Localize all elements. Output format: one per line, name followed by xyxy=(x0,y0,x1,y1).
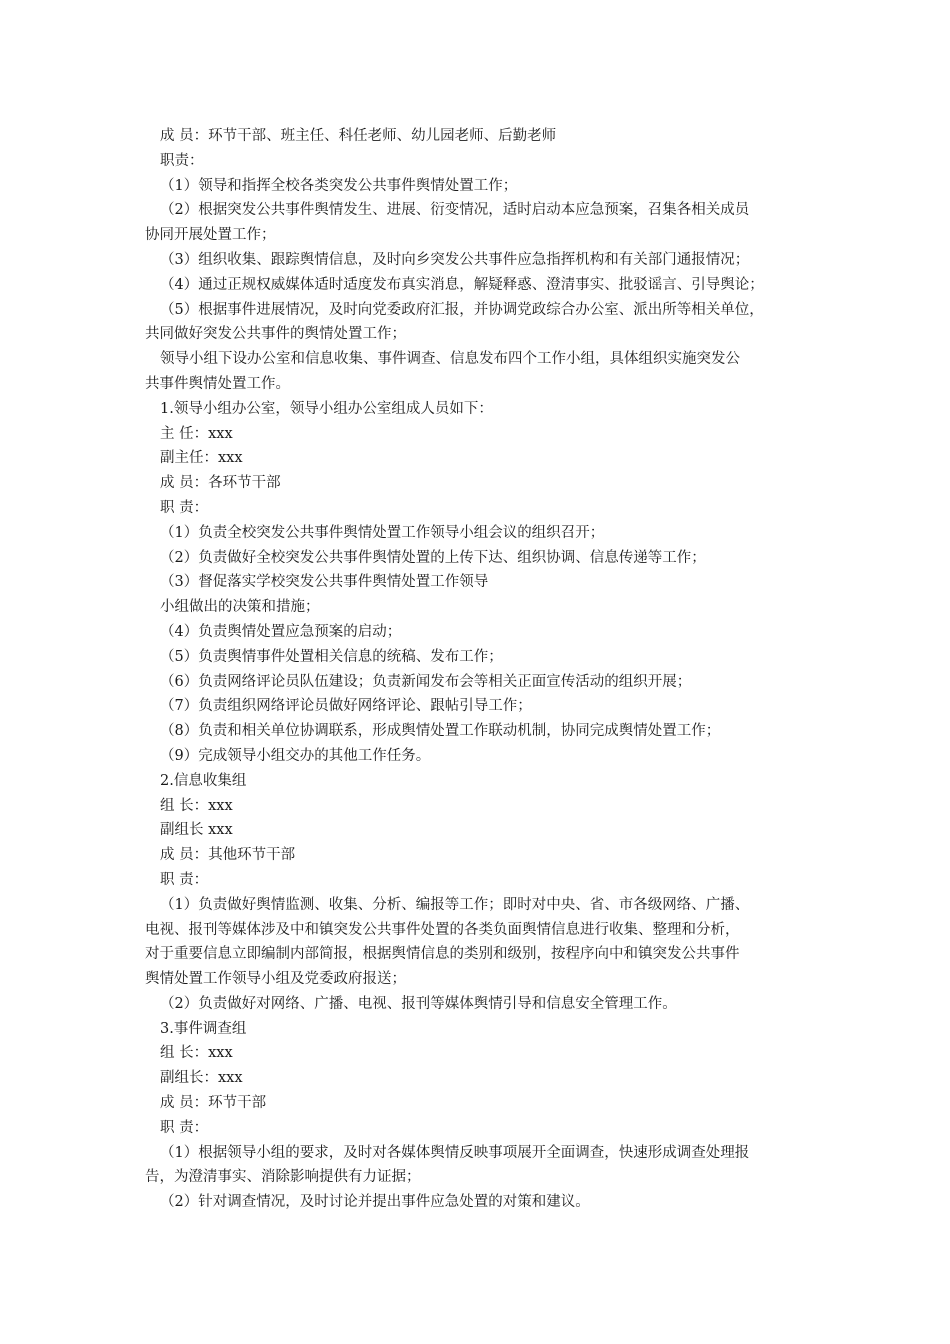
text-line: 2.信息收集组 xyxy=(160,772,247,789)
text-line: （6）负责网络评论员队伍建设；负责新闻发布会等相关正面宣传活动的组织开展； xyxy=(160,673,692,690)
text-line: （1）领导和指挥全校各类突发公共事件舆情处置工作； xyxy=(160,177,518,194)
text-line: 3.事件调查组 xyxy=(160,1020,247,1037)
text-line: 组 长：xxx xyxy=(160,1045,233,1062)
text-line: （3）督促落实学校突发公共事件舆情处置工作领导 xyxy=(160,574,489,591)
text-line: 舆情处置工作领导小组及党委政府报送； xyxy=(145,971,406,988)
text-line: （2）负责做好全校突发公共事件舆情处置的上传下达、组织协调、信息传递等工作； xyxy=(160,549,706,566)
text-line: （1）负责做好舆情监测、收集、分析、编报等工作；即时对中央、省、市各级网络、广播、 xyxy=(160,896,750,913)
text-line: 1.领导小组办公室，领导小组办公室组成人员如下： xyxy=(160,400,493,417)
text-line: 告，为澄清事实、消除影响提供有力证据； xyxy=(145,1169,421,1186)
text-line: （1）根据领导小组的要求，及时对各媒体舆情反映事项展开全面调查，快速形成调查处理报 xyxy=(160,1144,750,1161)
text-line: 共同做好突发公共事件的舆情处置工作； xyxy=(145,326,406,343)
text-line: 职 责： xyxy=(160,1119,209,1136)
text-line: （2）针对调查情况，及时讨论并提出事件应急处置的对策和建议。 xyxy=(160,1194,590,1211)
text-line: （5）负责舆情事件处置相关信息的统稿、发布工作； xyxy=(160,648,503,665)
text-line: 成 员：环节干部 xyxy=(160,1095,267,1112)
text-line: 主 任：xxx xyxy=(160,425,233,442)
text-line: （8）负责和相关单位协调联系，形成舆情处置工作联动机制，协同完成舆情处置工作； xyxy=(160,723,721,740)
text-line: 对于重要信息立即编制内部简报，根据舆情信息的类别和级别，按程序向中和镇突发公共事件 xyxy=(145,946,740,963)
text-line: （4）通过正规权威媒体适时适度发布真实消息，解疑释惑、澄清事实、批驳谣言、引导舆论； xyxy=(160,276,764,293)
text-line: 协同开展处置工作； xyxy=(145,227,276,244)
text-line: （5）根据事件进展情况，及时向党委政府汇报，并协调党政综合办公室、派出所等相关单位， xyxy=(160,301,764,318)
text-line: 职 责： xyxy=(160,499,209,516)
text-line: 职 责： xyxy=(160,871,209,888)
text-line: 小组做出的决策和措施； xyxy=(160,599,320,616)
text-line: 组 长：xxx xyxy=(160,797,233,814)
text-line: 成 员：各环节干部 xyxy=(160,475,281,492)
text-line: （3）组织收集、跟踪舆情信息，及时向乡突发公共事件应急指挥机构和有关部门通报情况； xyxy=(160,251,750,268)
text-line: 职责： xyxy=(160,152,204,169)
text-line: 副组长：xxx xyxy=(160,1070,243,1087)
text-line: 副主任：xxx xyxy=(160,450,243,467)
text-line: （4）负责舆情处置应急预案的启动； xyxy=(160,623,402,640)
text-line: （7）负责组织网络评论员做好网络评论、跟帖引导工作； xyxy=(160,698,532,715)
text-line: （2）根据突发公共事件舆情发生、进展、衍变情况，适时启动本应急预案，召集各相关成员 xyxy=(160,202,750,219)
text-line: （9）完成领导小组交办的其他工作任务。 xyxy=(160,747,431,764)
text-line: 共事件舆情处置工作。 xyxy=(145,375,290,392)
text-line: 电视、报刊等媒体涉及中和镇突发公共事件处置的各类负面舆情信息进行收集、整理和分析， xyxy=(145,921,740,938)
text-line: 副组长 xxx xyxy=(160,822,233,839)
document-body xyxy=(145,124,825,1215)
text-line: （2）负责做好对网络、广播、电视、报刊等媒体舆情引导和信息安全管理工作。 xyxy=(160,995,677,1012)
text-line: 成 员：环节干部、班主任、科任老师、幼儿园老师、后勤老师 xyxy=(160,128,557,144)
text-line: 领导小组下设办公室和信息收集、事件调查、信息发布四个工作小组，具体组织实施突发公 xyxy=(160,351,740,368)
text-line: （1）负责全校突发公共事件舆情处置工作领导小组会议的组织召开； xyxy=(160,524,605,541)
text-line: 成 员：其他环节干部 xyxy=(160,847,296,864)
